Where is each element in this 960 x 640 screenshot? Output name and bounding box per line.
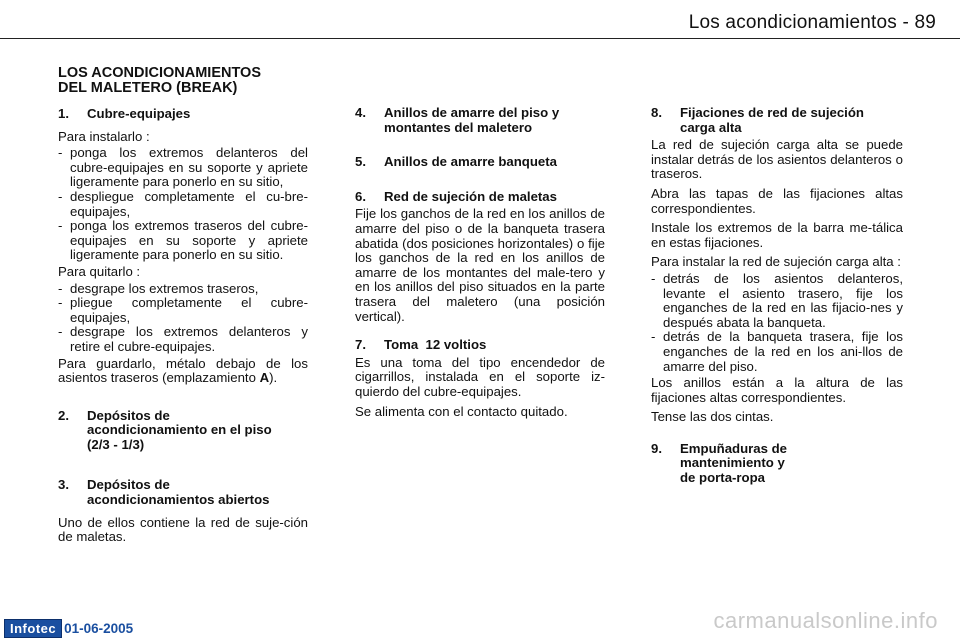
remove-list	[58, 282, 308, 355]
list-item: - detrás de la banqueta trasera, fije los enganches de la red en los ani-llos de amarre del piso.	[651, 330, 903, 374]
paragraph: Abra las tapas de las fijaciones altas correspondientes.	[651, 185, 903, 216]
list-item: - desgrape los extremos delanteros y retire el cubre-equipajes.	[58, 325, 308, 354]
heading-line: acondicionamientos abiertos	[87, 492, 270, 508]
heading-number: 7.	[355, 337, 366, 353]
heading-line: de porta-ropa	[680, 470, 765, 486]
section-title-line-1: LOS ACONDICIONAMIENTOS	[58, 65, 262, 81]
remove-intro: Para quitarlo :	[58, 263, 141, 279]
heading-number: 9.	[651, 440, 662, 456]
heading-title	[87, 478, 308, 507]
column-1	[58, 66, 308, 550]
heading-line: Depósitos de	[87, 407, 170, 423]
heading-number: 1.	[58, 106, 69, 121]
section-title	[58, 66, 308, 96]
heading-line: acondicionamiento en el piso	[87, 422, 272, 438]
heading-8	[651, 106, 903, 135]
heading-6	[355, 190, 605, 205]
heading-title: Cubre-equipajes	[87, 106, 191, 121]
heading-line: Depósitos de	[87, 477, 170, 493]
paragraph: Para instalar la red de sujeción carga alta :	[651, 254, 901, 270]
install-intro: Para instalarlo :	[58, 128, 150, 144]
heading-line: Anillos de amarre del piso y	[384, 105, 560, 120]
heading-5	[355, 155, 605, 170]
infotec-logo: Infotec	[4, 619, 62, 638]
paragraph: Tense las dos cintas.	[651, 409, 774, 425]
paragraph: Los anillos están a la altura de las fijaciones altas correspondientes.	[651, 375, 903, 405]
heading-1	[58, 107, 308, 122]
heading-title: Toma 12 voltios	[384, 337, 487, 353]
heading-title	[680, 442, 903, 486]
watermark: carmanualsonline.info	[713, 608, 938, 633]
heading-title	[680, 106, 903, 135]
heading-line: Empuñaduras de	[680, 440, 787, 456]
heading-number: 4.	[355, 105, 366, 120]
location-letter: A	[259, 370, 270, 386]
heading-7	[355, 338, 605, 353]
heading-number: 3.	[58, 477, 69, 493]
heading-number: 8.	[651, 105, 662, 120]
heading-title	[384, 106, 605, 135]
section-title-line-2: DEL MALETERO (BREAK)	[58, 80, 238, 96]
footer-date: 01-06-2005	[64, 621, 134, 636]
column-3	[651, 106, 903, 494]
heading-line: mantenimiento y	[680, 455, 785, 471]
heading-title: Red de sujeción de maletas	[384, 188, 557, 204]
heading-title	[87, 409, 308, 453]
storage-text-end: ).	[269, 370, 278, 386]
list-item: - pliegue completamente el cubre-equipajes,	[58, 296, 308, 325]
column-2	[355, 106, 605, 424]
paragraph: Instale los extremos de la barra me-tálica en estas fijaciones.	[651, 220, 903, 250]
footer	[4, 619, 133, 638]
section-3-text: Uno de ellos contiene la red de suje-ción de maletas.	[58, 514, 308, 545]
heading-4	[355, 106, 605, 135]
list-item: - detrás de los asientos delanteros, levante el asiento trasero, fije los enganches de la red en las fijacio-nes y después abata la banqueta.	[651, 272, 903, 330]
install-list	[58, 146, 308, 263]
heading-number: 6.	[355, 188, 366, 204]
header-rule	[0, 38, 960, 39]
heading-line: (2/3 - 1/3)	[87, 436, 145, 452]
section-6-text: Fije los ganchos de la red en los anillos de amarre del piso o de la banqueta trasera abatida (dos posiciones horizontales) o fije los ganchos de la red en los anillos de amarre de los montantes del male-tero y en los anillos del piso situados en la parte trasera del maletero (una posición vertical).	[355, 206, 605, 324]
list-item: - ponga los extremos traseros del cubre-equipajes en su soporte y apriete ligeramente para ponerlo en su sitio.	[58, 219, 308, 263]
storage-paragraph	[58, 357, 308, 386]
heading-title: Anillos de amarre banqueta	[384, 154, 557, 170]
page-header-title: Los acondicionamientos - 89	[688, 12, 936, 33]
heading-number: 2.	[58, 407, 69, 423]
heading-number: 5.	[355, 154, 366, 170]
paragraph: La red de sujeción carga alta se puede instalar detrás de los asientos delanteros o traseros.	[651, 137, 903, 182]
install-net-list	[651, 272, 903, 374]
list-item: - despliegue completamente el cu-bre-equipajes,	[58, 190, 308, 219]
storage-text: Para guardarlo, métalo debajo de los asientos traseros (emplazamiento	[58, 355, 308, 386]
heading-line: Fijaciones de red de sujeción	[680, 105, 864, 120]
list-item: - desgrape los extremos traseros,	[58, 282, 308, 297]
section-7-text-2: Se alimenta con el contacto quitado.	[355, 403, 568, 419]
heading-2	[58, 409, 308, 453]
heading-3	[58, 478, 308, 507]
section-7-text-1: Es una toma del tipo encendedor de cigarrillos, instalada en el soporte iz-quierdo del cubre-equipajes.	[355, 354, 605, 399]
heading-line: montantes del maletero	[384, 119, 533, 135]
heading-9	[651, 442, 903, 486]
list-item: - ponga los extremos delanteros del cubre-equipajes en su soporte y apriete ligeramente para ponerlo en su sitio,	[58, 146, 308, 190]
heading-line: carga alta	[680, 119, 742, 135]
